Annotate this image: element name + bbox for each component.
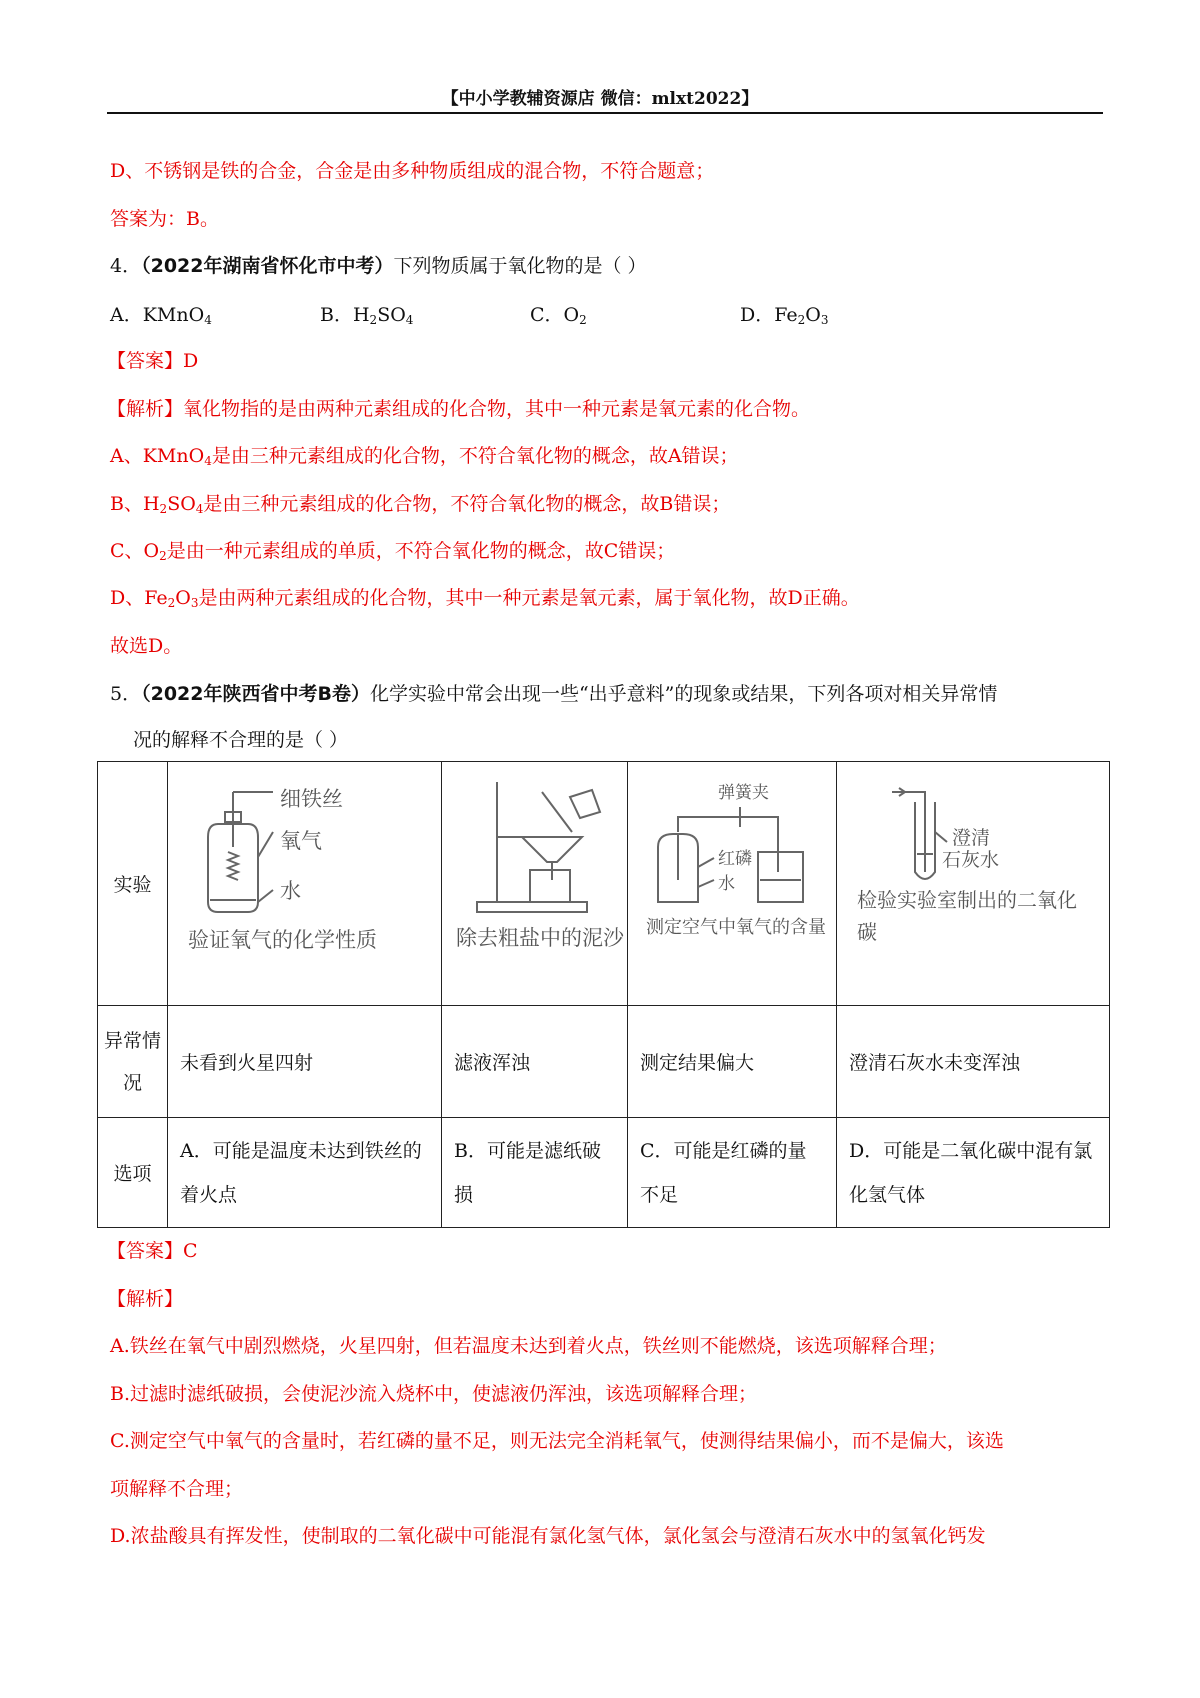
exp4-label-clear: 澄清 (952, 827, 991, 849)
pouring-beaker (570, 790, 600, 818)
exp1-label-iron: 细铁丝 (280, 787, 343, 811)
q4-explanation-b: B、$H_2SO_4$是由三种元素组成的化合物，不符合氧化物的概念，故B错误； (110, 493, 731, 516)
table-row-abnormal (98, 1006, 1110, 1118)
label-pointer-3 (258, 890, 273, 902)
exp2-cell (442, 762, 628, 1006)
exp3-diagram (628, 762, 837, 1000)
q5-explanation-d: D.浓盐酸具有挥发性，使制取的二氧化碳中可能混有氯化氢气体，氯化氢会与澄清石灰水中的氢氧化钙发 (110, 1525, 986, 1547)
q4-conclusion: 故选D。 (110, 635, 183, 657)
label-pointer-water (698, 880, 714, 887)
row-header-option: 选项 (98, 1118, 168, 1228)
exp2-caption: 除去粗盐中的泥沙 (456, 926, 624, 950)
exp1-label-oxygen: 氧气 (280, 829, 322, 853)
abnormal-d: 澄清石灰水未变浑浊 (837, 1006, 1110, 1118)
q4-stem-line (110, 251, 647, 278)
q4-option-c: C．$O_2$ (530, 304, 587, 327)
exp3-label-clip: 弹簧夹 (718, 783, 769, 803)
option-a: A．可能是温度未达到铁丝的着火点 (168, 1118, 442, 1228)
q4-source: （2022年湖南省怀化市中考） (141, 255, 394, 277)
water-beaker (758, 852, 803, 902)
q5-experiment-table (97, 761, 1110, 1228)
option-d: D．可能是二氧化碳中混有氯化氢气体 (837, 1118, 1110, 1228)
label-pointer-2 (258, 832, 273, 857)
exp1-label-water: 水 (280, 879, 301, 903)
q5-stem-line-2: 况的解释不合理的是（ ） (133, 729, 349, 751)
glass-rod (542, 792, 572, 832)
exp4-caption: 检验实验室制出的二氧化碳 (857, 888, 1077, 944)
header-rule (107, 112, 1103, 114)
q5-explanation-c-1: C.测定空气中氧气的含量时，若红磷的量不足，则无法完全消耗氧气，使测得结果偏小，而不是偏大，该选 (110, 1430, 1004, 1452)
row-header-experiment: 实验 (98, 762, 168, 1006)
exp4-cell (837, 762, 1110, 1006)
table-row-options (98, 1118, 1110, 1228)
exp4-label-limewater: 石灰水 (942, 849, 1000, 871)
exp3-label-water: 水 (718, 874, 735, 894)
q4-explanation-c: C、$O_2$是由一种元素组成的单质，不符合氧化物的概念，故C错误； (110, 540, 676, 563)
q5-answer: 【答案】C (107, 1240, 198, 1262)
q4-option-a: A．KMnO$_4$ (110, 304, 212, 327)
q4-options (110, 300, 1010, 327)
q5-explanation-a: A.铁丝在氧气中剧烈燃烧，火星四射，但若温度未达到着火点，铁丝则不能燃烧，该选项解释合理； (110, 1335, 947, 1357)
q5-source: （2022年陕西省中考B卷） (141, 683, 370, 705)
option-b: B．可能是滤纸破损 (442, 1118, 628, 1228)
q3-option-d-explanation: D、不锈钢是铁的合金，合金是由多种物质组成的混合物，不符合题意； (110, 160, 715, 182)
funnel (522, 837, 582, 862)
q5-analysis-label: 【解析】 (107, 1288, 184, 1310)
q4-number: 4． (110, 255, 142, 277)
page-header: 【中小学教辅资源店 微信：mlxt2022】 (441, 89, 759, 109)
exp4-diagram (837, 762, 1110, 1000)
iron-coil (228, 852, 238, 880)
label-pointer-red-phosphorus (698, 858, 714, 867)
exp3-cell (628, 762, 837, 1006)
q5-stem-line-1: 5．（2022年陕西省中考B卷）化学实验中常会出现一些“出乎意料”的现象或结果，下列各项对相关异常情 (110, 683, 998, 705)
abnormal-a: 未看到火星四射 (168, 1006, 442, 1118)
q5-explanation-b: B.过滤时滤纸破损，会使泥沙流入烧杯中，使滤液仍浑浊，该选项解释合理； (110, 1383, 758, 1405)
exp1-caption: 验证氧气的化学性质 (188, 928, 377, 952)
exp3-caption: 测定空气中氧气的含量 (646, 917, 826, 938)
row-header-abnormal: 异常情况 (98, 1006, 168, 1118)
option-c: C．可能是红磷的量不足 (628, 1118, 837, 1228)
gas-inlet-arrow (892, 788, 905, 796)
abnormal-b: 滤液浑浊 (442, 1006, 628, 1118)
q4-explanation-d: D、$Fe_2O_3$是由两种元素组成的化合物，其中一种元素是氧元素，属于氧化物，故D正确。 (110, 587, 860, 610)
label-pointer-limewater (935, 832, 947, 842)
q4-stem: 下列物质属于氧化物的是（ ） (393, 255, 647, 277)
q5-explanation-c-2: 项解释不合理； (110, 1478, 244, 1500)
beaker (530, 870, 570, 902)
exp2-diagram (442, 762, 628, 1000)
exp1-cell (168, 762, 442, 1006)
table-row-experiment (98, 762, 1110, 1006)
exp3-label-phosphorus: 红磷 (718, 849, 752, 869)
q3-answer: 答案为：B。 (110, 208, 219, 230)
stand-base (477, 902, 587, 912)
q4-option-d: D．$Fe_2O_3$ (740, 304, 829, 327)
q4-answer: 【答案】D (107, 350, 199, 372)
q4-analysis: 【解析】氧化物指的是由两种元素组成的化合物，其中一种元素是氧元素的化合物。 (107, 398, 811, 420)
q4-explanation-a: A、KMnO$_4$是由三种元素组成的化合物，不符合氧化物的概念，故A错误； (110, 445, 739, 468)
q4-option-b: B．$H_2SO_4$ (320, 304, 414, 327)
abnormal-c: 测定结果偏大 (628, 1006, 837, 1118)
exp1-diagram (168, 762, 442, 1000)
